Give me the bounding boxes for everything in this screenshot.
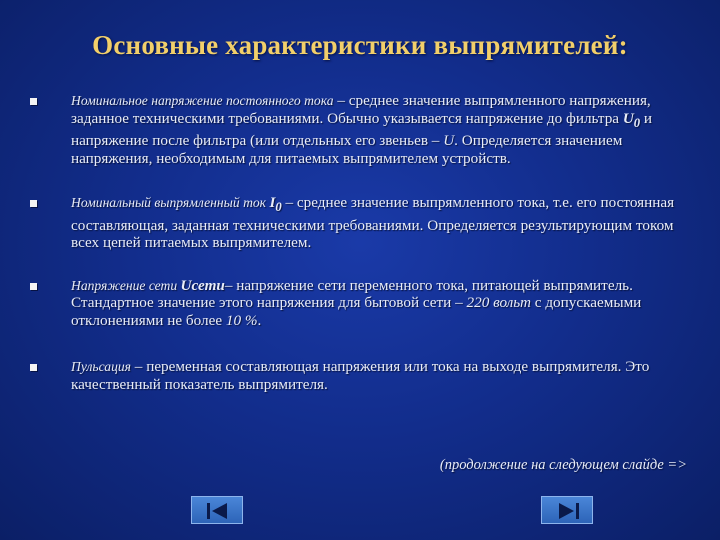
continuation-note: (продолжение на следующем слайде => [439, 457, 687, 473]
square-bullet-icon [30, 283, 37, 290]
bullet-list [30, 92, 698, 393]
bullet-item [30, 277, 698, 330]
bullet-text: Номинальный выпрямленный ток $I_0$ – среднее значение выпрямленного тока, т.е. его постоянная составляющая, заданная техническими требованиями. Определяется результирующим током всех цепей питаемых выпрямителем. [71, 194, 675, 252]
bullet-text: Напряжение сети Uсети– напряжение сети переменного тока, питающей выпрямитель. Стандартное значение этого напряжения для бытовой сети – 220 вольт с допускаемыми отклонениями не более 10 %. [71, 276, 642, 329]
bullet-text: Пульсация – переменная составляющая напряжения или тока на выходе выпрямителя. Это качественный показатель выпрямителя. [71, 358, 650, 393]
square-bullet-icon [30, 200, 37, 207]
first-slide-icon [192, 497, 244, 525]
bullet-item [30, 92, 698, 167]
bullet-item [30, 358, 698, 393]
slide-title: Основные характеристики выпрямителей: [92, 30, 628, 60]
first-slide-button[interactable] [191, 496, 243, 524]
square-bullet-icon [30, 98, 37, 105]
next-slide-button[interactable] [541, 496, 593, 524]
square-bullet-icon [30, 364, 37, 371]
next-slide-icon [542, 497, 594, 525]
bullet-text: Номинальное напряжение постоянного тока – среднее значение выпрямленного напряжения, заданное техническими требованиями. Обычно указывается напряжение до фильтра $U_0$ и напряжение после фильтра (или отдельных его звеньев – U. Определяется значением напряжения, необходимым для питаемых выпрямителем устройств. [71, 92, 653, 167]
bullet-item [30, 194, 698, 252]
